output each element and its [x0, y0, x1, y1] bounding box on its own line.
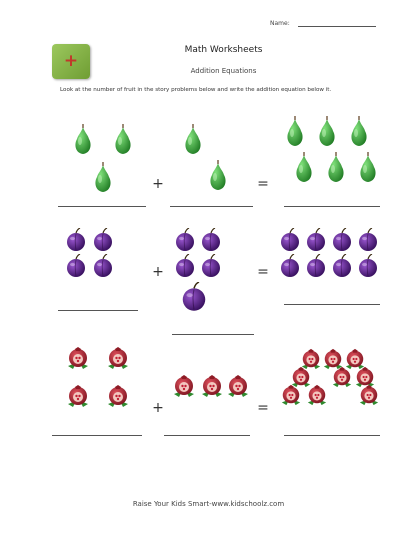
equals-sign: =	[257, 400, 269, 416]
plum-icon	[180, 282, 208, 312]
plum-icon	[331, 254, 353, 278]
plus-logo-icon: +	[63, 51, 79, 71]
plum-icon	[357, 228, 379, 252]
pear-icon	[180, 124, 206, 156]
plum-icon	[65, 254, 87, 278]
pomegranate-icon	[106, 384, 130, 408]
answer-line[interactable]	[284, 206, 380, 207]
page-title: Math Worksheets	[184, 45, 263, 55]
pomegranate-icon	[66, 346, 90, 370]
plum-icon	[65, 228, 87, 252]
pear-icon	[346, 116, 372, 148]
plum-icon	[305, 228, 327, 252]
problem-row-2	[0, 220, 417, 340]
name-field[interactable]	[298, 26, 376, 27]
plum-icon	[279, 228, 301, 252]
answer-line[interactable]	[58, 310, 138, 311]
pear-icon	[282, 116, 308, 148]
plum-icon	[305, 254, 327, 278]
pear-icon	[205, 160, 231, 192]
pear-icon	[291, 152, 317, 184]
answer-line[interactable]	[58, 206, 146, 207]
plum-icon	[200, 254, 222, 278]
plus-sign: +	[152, 264, 164, 280]
answer-line[interactable]	[284, 304, 380, 305]
pear-icon	[90, 162, 116, 194]
pear-icon	[323, 152, 349, 184]
pomegranate-icon	[172, 374, 196, 398]
answer-line[interactable]	[284, 435, 380, 436]
plum-icon	[92, 254, 114, 278]
problem-row-3	[0, 340, 417, 450]
pomegranate-icon	[106, 346, 130, 370]
pomegranate-icon	[66, 384, 90, 408]
footer-text: Raise Your Kids Smart-www.kidschoolz.com	[132, 500, 285, 508]
plum-icon	[357, 254, 379, 278]
pomegranate-icon	[358, 384, 380, 406]
pomegranate-icon	[331, 366, 353, 388]
problem-row-1	[0, 110, 417, 220]
plus-sign: +	[152, 400, 164, 416]
answer-line[interactable]	[172, 334, 254, 335]
pomegranate-icon	[200, 374, 224, 398]
plum-icon	[331, 228, 353, 252]
name-label: Name:	[270, 20, 290, 27]
pomegranate-icon	[226, 374, 250, 398]
pear-icon	[355, 152, 381, 184]
instructions: Look at the number of fruit in the story problems below and write the addition equation below it.	[60, 87, 332, 93]
pear-icon	[110, 124, 136, 156]
answer-line[interactable]	[164, 435, 250, 436]
plum-icon	[174, 228, 196, 252]
plum-icon	[92, 228, 114, 252]
plum-icon	[279, 254, 301, 278]
equals-sign: =	[257, 176, 269, 192]
page-subtitle: Addition Equations	[190, 67, 257, 75]
plus-sign: +	[152, 176, 164, 192]
pear-icon	[314, 116, 340, 148]
answer-line[interactable]	[170, 206, 253, 207]
pomegranate-icon	[280, 384, 302, 406]
pear-icon	[70, 124, 96, 156]
plum-icon	[174, 254, 196, 278]
equals-sign: =	[257, 264, 269, 280]
answer-line[interactable]	[52, 435, 142, 436]
pomegranate-icon	[306, 384, 328, 406]
plum-icon	[200, 228, 222, 252]
